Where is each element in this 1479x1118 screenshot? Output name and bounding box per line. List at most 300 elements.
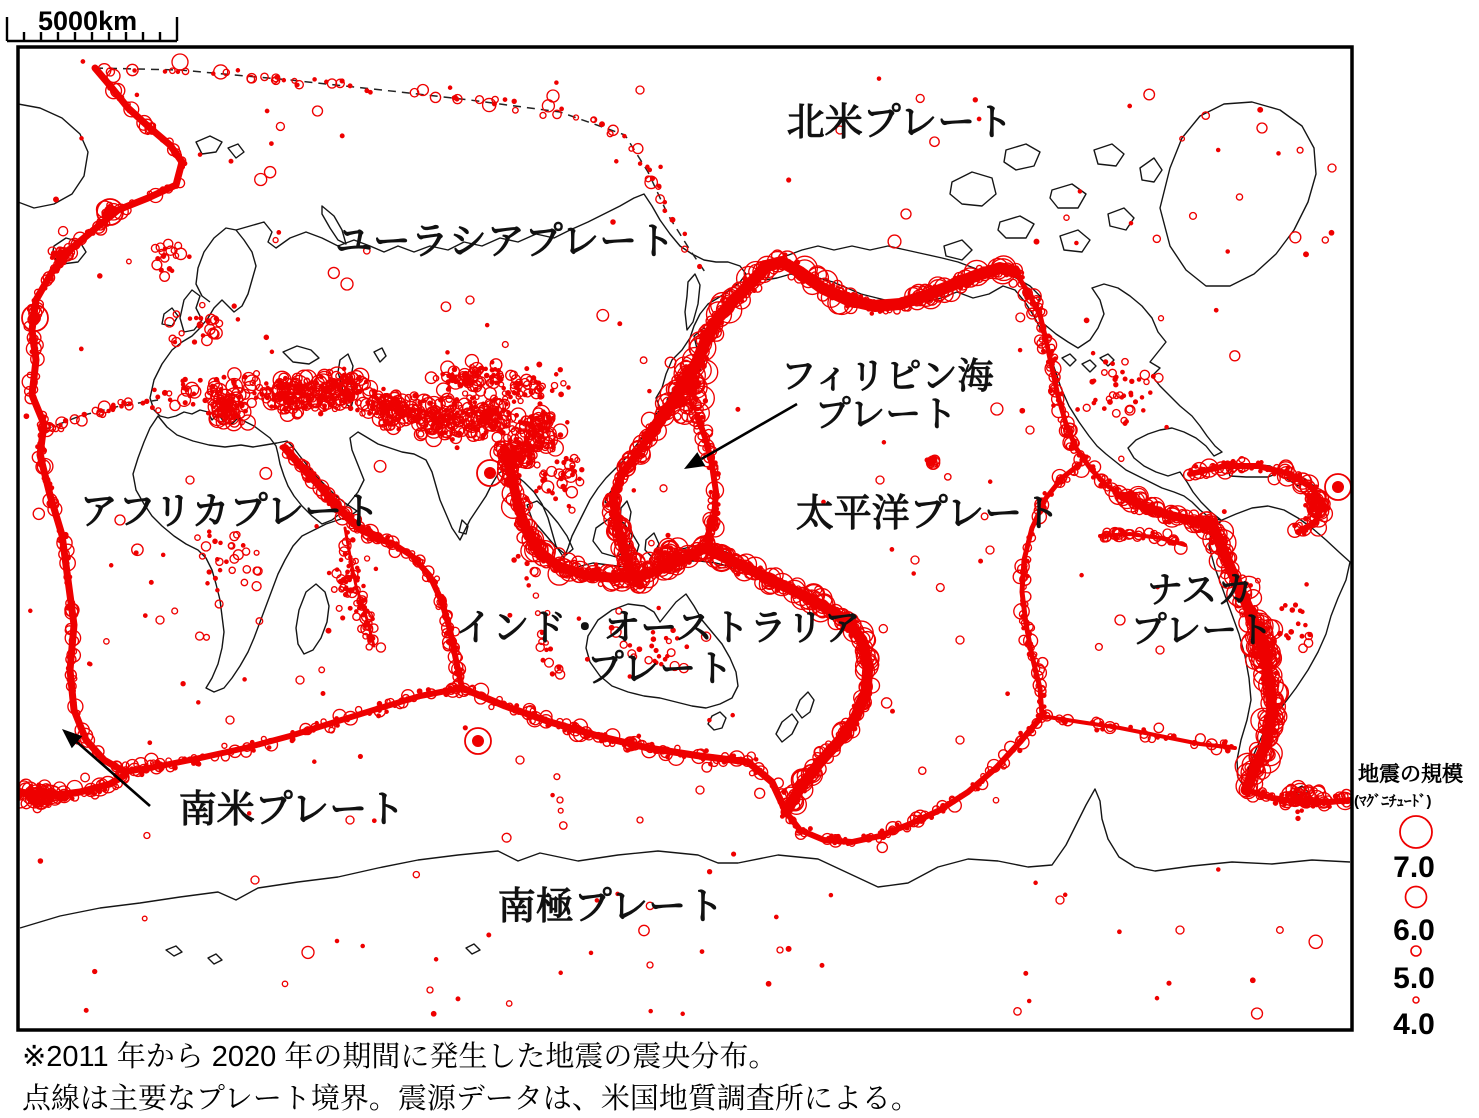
epicenter-marker [947, 802, 950, 805]
epicenter-marker [29, 338, 32, 341]
epicenter-marker [1258, 108, 1263, 113]
epicenter-marker [722, 760, 726, 764]
epicenter-marker [343, 390, 348, 395]
epicenter-marker [1250, 466, 1254, 470]
epicenter-marker [535, 445, 538, 448]
epicenter-marker [183, 377, 187, 381]
epicenter-marker [1084, 318, 1088, 322]
epicenter-marker [207, 570, 211, 574]
epicenter-marker [57, 529, 60, 532]
epicenter-marker [1251, 978, 1255, 982]
label-philippine-sea-plate-line1: フィリピン海 [780, 355, 994, 396]
epicenter-marker [1090, 380, 1094, 384]
epicenter-marker [197, 701, 200, 704]
epicenter-marker [120, 96, 123, 99]
epicenter-marker [683, 232, 686, 235]
epicenter-marker [613, 525, 616, 528]
epicenter-marker [512, 400, 515, 403]
epicenter-marker [714, 461, 717, 464]
epicenter-marker [340, 558, 343, 561]
epicenter-marker [532, 434, 536, 438]
epicenter-marker [538, 425, 542, 429]
epicenter-marker [265, 382, 268, 385]
epicenter-marker [315, 722, 318, 725]
epicenter-marker [555, 373, 558, 376]
epicenter-marker [156, 395, 160, 399]
epicenter-marker [1102, 479, 1105, 482]
epicenter-marker [192, 761, 196, 765]
epicenter-marker [557, 665, 561, 669]
epicenter-marker [1217, 148, 1220, 151]
epicenter-marker [655, 416, 658, 419]
epicenter-marker [882, 441, 885, 444]
epicenter-marker [930, 816, 934, 820]
epicenter-marker [856, 713, 859, 716]
label-eurasian-plate: ユーラシアプレート [334, 221, 676, 263]
epicenter-marker [1289, 630, 1293, 634]
epicenter-marker [148, 741, 151, 744]
epicenter-marker [716, 324, 719, 327]
epicenter-marker [188, 255, 191, 258]
epicenter-marker [546, 724, 549, 727]
epicenter-marker [207, 412, 210, 415]
epicenter-marker [91, 232, 95, 236]
epicenter-marker [1101, 728, 1104, 731]
epicenter-marker [319, 412, 323, 416]
epicenter-marker [557, 725, 560, 728]
epicenter-marker [1156, 736, 1159, 739]
epicenter-marker [454, 651, 457, 654]
epicenter-marker [63, 797, 67, 801]
epicenter-marker [516, 555, 520, 559]
epicenter-marker [1047, 360, 1051, 364]
epicenter-marker [340, 134, 344, 138]
epicenter-marker [1064, 893, 1067, 896]
epicenter-marker [208, 534, 211, 537]
epicenter-marker [342, 578, 346, 582]
epicenter-marker [503, 424, 507, 428]
epicenter-marker [1042, 349, 1045, 352]
epicenter-marker [793, 824, 797, 828]
epicenter-marker [604, 733, 607, 736]
epicenter-marker [683, 397, 686, 400]
epicenter-marker [323, 404, 327, 408]
epicenter-marker [348, 578, 351, 581]
epicenter-marker [1287, 636, 1291, 640]
epicenter-marker [1305, 583, 1308, 586]
epicenter-marker [1149, 391, 1152, 394]
epicenter-marker [896, 823, 899, 826]
epicenter-marker [782, 791, 786, 795]
epicenter-marker [98, 274, 102, 278]
epicenter-marker [167, 267, 171, 271]
epicenter-marker [40, 287, 43, 290]
epicenter-marker [663, 552, 666, 555]
epicenter-marker [739, 757, 743, 761]
epicenter-marker [1123, 377, 1127, 381]
epicenter-marker [647, 746, 651, 750]
epicenter-marker [503, 98, 506, 101]
epicenter-marker [63, 560, 66, 563]
epicenter-marker [577, 726, 580, 729]
epicenter-marker [1005, 754, 1008, 757]
epicenter-marker [877, 77, 880, 80]
epicenter-marker [1051, 363, 1054, 366]
epicenter-marker [567, 386, 570, 389]
epicenter-marker [1118, 930, 1121, 933]
epicenter-marker [1236, 465, 1239, 468]
epicenter-marker [232, 304, 236, 308]
epicenter-marker [203, 398, 207, 402]
epicenter-marker [846, 304, 850, 308]
epicenter-marker [1155, 997, 1158, 1000]
epicenter-marker [162, 553, 165, 556]
epicenter-marker [1039, 701, 1042, 704]
epicenter-marker [38, 859, 42, 863]
epicenter-marker [41, 792, 45, 796]
epicenter-marker [216, 589, 219, 592]
epicenter-marker [336, 724, 339, 727]
epicenter-marker [559, 971, 562, 974]
epicenter-marker [472, 396, 475, 399]
epicenter-marker [54, 197, 59, 202]
epicenter-marker [303, 405, 308, 410]
epicenter-marker [562, 723, 566, 727]
epicenter-marker [694, 388, 697, 391]
epicenter-marker [163, 391, 168, 396]
epicenter-marker [192, 392, 195, 395]
epicenter-marker [1304, 624, 1307, 627]
label-indo-australian-plate-line2: プレート [586, 648, 734, 689]
epicenter-marker [820, 964, 824, 968]
epicenter-marker [1164, 737, 1167, 740]
epicenter-marker [700, 349, 703, 352]
epicenter-marker [270, 405, 273, 408]
epicenter-marker [527, 714, 531, 718]
epicenter-marker [359, 755, 363, 759]
epicenter-marker [1257, 790, 1260, 793]
epicenter-marker [1019, 731, 1022, 734]
epicenter-marker [784, 253, 787, 256]
epicenter-marker [879, 301, 882, 304]
epicenter-marker [988, 770, 992, 774]
epicenter-marker [989, 480, 992, 483]
epicenter-marker [51, 256, 54, 259]
epicenter-marker [712, 521, 715, 524]
epicenter-marker [199, 379, 203, 383]
epicenter-marker [550, 672, 554, 676]
epicenter-marker [663, 209, 666, 212]
epicenter-marker [713, 509, 716, 512]
epicenter-marker [708, 457, 712, 461]
epicenter-marker [527, 527, 531, 531]
epicenter-marker [1121, 370, 1124, 373]
epicenter-marker [1248, 783, 1252, 787]
legend-title: 地震の規模 [1358, 763, 1463, 786]
epicenter-marker [600, 122, 605, 127]
epicenter-marker [1092, 401, 1095, 404]
epicenter-marker [464, 426, 467, 429]
epicenter-marker [456, 411, 459, 414]
epicenter-marker [878, 310, 881, 313]
epicenter-marker [1286, 466, 1289, 469]
epicenter-marker [252, 749, 255, 752]
epicenter-marker [872, 300, 875, 303]
epicenter-marker [1284, 604, 1287, 607]
epicenter-marker [792, 795, 795, 798]
epicenter-marker [313, 78, 316, 81]
epicenter-marker [280, 395, 283, 398]
epicenter-marker [547, 560, 550, 563]
epicenter-marker [712, 324, 715, 327]
epicenter-marker [80, 347, 83, 350]
epicenter-marker [803, 270, 806, 273]
epicenter-marker [1089, 465, 1092, 468]
epicenter-marker [481, 434, 484, 437]
epicenter-marker [433, 581, 436, 584]
epicenter-marker [498, 379, 501, 382]
epicenter-marker [107, 409, 110, 412]
epicenter-marker [726, 553, 729, 556]
epicenter-marker [751, 571, 754, 574]
epicenter-marker [363, 606, 366, 609]
epicenter-marker [199, 316, 203, 320]
epicenter-marker [490, 368, 494, 372]
epicenter-marker [700, 950, 703, 953]
epicenter-marker [531, 376, 535, 380]
epicenter-marker [1134, 400, 1138, 404]
epicenter-marker [732, 852, 736, 856]
epicenter-marker [891, 709, 895, 713]
epicenter-marker [159, 768, 163, 772]
epicenter-marker [340, 79, 344, 83]
epicenter-marker [747, 562, 750, 565]
epicenter-marker [71, 797, 74, 800]
epicenter-marker [93, 792, 96, 795]
epicenter-marker [206, 582, 209, 585]
epicenter-marker [346, 589, 349, 592]
epicenter-marker [322, 484, 326, 488]
epicenter-marker [971, 276, 975, 280]
epicenter-marker [435, 593, 438, 596]
epicenter-marker [844, 838, 847, 841]
epicenter-marker [1278, 631, 1282, 635]
epicenter-marker [357, 377, 361, 381]
epicenter-marker [266, 396, 270, 400]
epicenter-marker [626, 748, 629, 751]
epicenter-marker [712, 501, 716, 505]
legend-subtitle: (ﾏｸﾞﾆﾁｭｰﾄﾞ) [1354, 793, 1432, 810]
epicenter-marker [382, 387, 385, 390]
epicenter-marker [176, 70, 179, 73]
epicenter-marker [513, 392, 516, 395]
epicenter-marker [648, 390, 651, 393]
epicenter-marker [752, 289, 756, 293]
epicenter-marker [608, 577, 611, 580]
epicenter-marker [855, 722, 859, 726]
epicenter-marker [666, 533, 670, 537]
epicenter-marker [904, 298, 908, 302]
epicenter-marker [658, 185, 661, 188]
epicenter-marker [456, 997, 460, 1001]
epicenter-marker [1203, 468, 1206, 471]
epicenter-marker [243, 678, 246, 681]
epicenter-marker [229, 159, 233, 163]
epicenter-marker [63, 261, 66, 264]
epicenter-marker [1300, 634, 1304, 638]
epicenter-marker [1300, 809, 1303, 812]
label-philippine-sea-plate-line2: プレート [814, 393, 958, 434]
epicenter-marker [547, 489, 550, 492]
epicenter-marker [257, 743, 261, 747]
epicenter-marker [573, 470, 576, 473]
epicenter-marker [708, 719, 711, 722]
epicenter-marker [270, 350, 273, 353]
epicenter-marker [512, 99, 516, 103]
epicenter-marker [283, 407, 286, 410]
epicenter-marker [1142, 728, 1145, 731]
epicenter-marker [775, 915, 778, 918]
epicenter-marker-core [473, 736, 484, 747]
epicenter-marker [330, 396, 333, 399]
epicenter-marker [1137, 378, 1140, 381]
epicenter-marker [558, 433, 562, 437]
epicenter-marker-core [30, 313, 41, 324]
epicenter-marker [787, 260, 791, 264]
epicenter-marker [454, 96, 457, 99]
epicenter-marker [177, 176, 181, 180]
epicenter-marker [897, 304, 902, 309]
epicenter-marker [64, 534, 68, 538]
epicenter-marker [770, 784, 773, 787]
epicenter-marker [1262, 670, 1266, 674]
epicenter-marker [1290, 608, 1294, 612]
epicenter-marker [630, 568, 634, 572]
epicenter-marker [1103, 407, 1106, 410]
epicenter-marker [183, 401, 187, 405]
epicenter-marker [1024, 972, 1028, 976]
epicenter-marker [1301, 610, 1304, 613]
epicenter-marker [418, 695, 421, 698]
epicenter-marker [834, 836, 837, 839]
epicenter-marker [151, 767, 154, 770]
epicenter-marker [452, 376, 456, 380]
epicenter-marker [1142, 409, 1145, 412]
epicenter-marker [24, 414, 28, 418]
epicenter-marker [1027, 730, 1030, 733]
epicenter-marker [537, 717, 541, 721]
epicenter-marker [930, 459, 933, 462]
epicenter-marker [377, 714, 381, 718]
legend-value-m7: 7.0 [1393, 851, 1435, 884]
scale-bar-label: 5000km [38, 6, 138, 36]
epicenter-marker [36, 445, 40, 449]
epicenter-marker [560, 107, 563, 110]
epicenter-marker [1020, 409, 1024, 413]
epicenter-marker [619, 482, 622, 485]
epicenter-marker [1080, 574, 1083, 577]
epicenter-marker [1100, 722, 1103, 725]
epicenter-marker [455, 398, 458, 401]
epicenter-marker [80, 137, 83, 140]
epicenter-marker [265, 109, 268, 112]
epicenter-marker [291, 731, 294, 734]
epicenter-marker [1057, 399, 1060, 402]
epicenter-marker [435, 958, 438, 961]
epicenter-marker [1114, 383, 1118, 387]
epicenter-marker [756, 272, 760, 276]
epicenter-marker [219, 569, 222, 572]
epicenter-marker [207, 319, 211, 323]
epicenter-marker [322, 390, 325, 393]
epicenter-marker [270, 142, 273, 145]
epicenter-marker [43, 449, 46, 452]
epicenter-marker [29, 609, 32, 612]
epicenter-marker [1215, 309, 1218, 312]
epicenter-marker [1125, 492, 1128, 495]
label-nazca-plate-line2: プレート [1130, 609, 1274, 650]
epicenter-marker [284, 377, 287, 380]
epicenter-marker [413, 394, 417, 398]
epicenter-marker [169, 398, 172, 401]
caption-line-1: ※2011 年から 2020 年の期間に発生した地震の震央分布。 [22, 1041, 778, 1073]
epicenter-marker [236, 69, 239, 72]
epicenter-marker [506, 391, 511, 396]
epicenter-marker [708, 543, 713, 548]
epicenter-marker [352, 385, 356, 389]
epicenter-marker [641, 454, 644, 457]
epicenter-marker [80, 238, 83, 241]
epicenter-marker [702, 758, 705, 761]
epicenter-marker [589, 951, 592, 954]
epicenter-marker [1022, 559, 1025, 562]
epicenter-marker [357, 569, 360, 572]
epicenter-marker [351, 379, 355, 383]
epicenter-marker [1122, 394, 1125, 397]
epicenter-marker [1226, 250, 1229, 253]
epicenter-marker [681, 1012, 684, 1015]
epicenter-marker [542, 557, 545, 560]
epicenter-marker [167, 762, 171, 766]
epicenter-marker [520, 521, 523, 524]
legend-circle-m6 [1406, 887, 1427, 908]
epicenter-marker [862, 834, 866, 838]
epicenter-marker [183, 387, 186, 390]
epicenter-marker [659, 165, 662, 168]
epicenter-marker [1092, 476, 1095, 479]
epicenter-marker [472, 370, 475, 373]
epicenter-marker [1006, 692, 1009, 695]
epicenter-marker [785, 811, 789, 815]
epicenter-marker [781, 815, 784, 818]
epicenter-marker [1129, 725, 1132, 728]
epicenter-marker [1304, 526, 1308, 530]
epicenter-marker [726, 757, 730, 761]
epicenter-marker [598, 572, 602, 576]
label-north-american-plate: 北米プレート [786, 102, 1014, 144]
legend-circle-m5 [1411, 946, 1421, 956]
magnitude-legend [1354, 762, 1464, 1041]
epicenter-marker [515, 414, 519, 418]
epicenter-marker [534, 380, 538, 384]
epicenter-marker [222, 375, 226, 379]
label-nazca-plate-line1: ナスカ [1146, 569, 1254, 610]
epicenter-marker [277, 231, 280, 234]
epicenter-marker [716, 472, 720, 476]
epicenter-marker [859, 295, 862, 298]
epicenter-marker [525, 367, 529, 371]
caption [22, 1040, 920, 1115]
